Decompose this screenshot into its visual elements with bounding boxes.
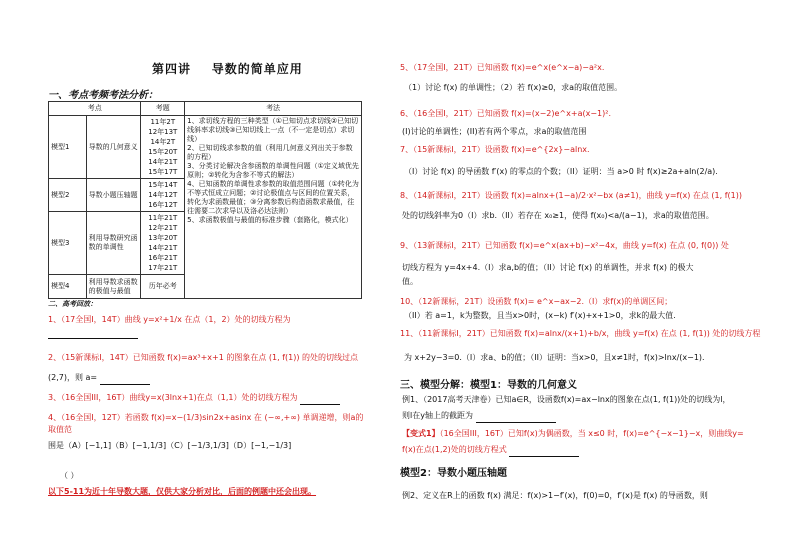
question-9-parts: 切线方程为 y=4x+4.（I）求a,b的值；（II）讨论 f(x) 的单调性，并求 f(x) 的极大 [402,263,694,272]
module-years: 历年必考 [141,275,185,299]
example-2: 例2、定义在R上的函数 f(x) 满足：f(x)>1−f′(x)，f(0)=0，f′(x)是 f(x) 的导函数，则 [402,491,708,500]
question-1: 1、（17全国I，14T）曲线 y=x²+1/x 在点（1，2）处的切线方程为 [48,314,370,339]
method-1: 1、求切线方程的三种类型（①已知切点求切线②已知切线斜率求切线③已知切线上一点（不一定是切点）求切线） [187,117,359,143]
method-2: 2、已知切线求参数的值（利用几何意义列出关于参数的方程） [187,144,353,161]
question-9: 9、（13新课标I，21T）已知函数 f(x)=e^x(ax+b)−x²−4x，曲线 y=f(x) 在点 (0, f(0)) 处 [400,241,729,250]
section-heading-3: 三、模型分解：模型1：导数的几何意义 [400,380,577,391]
module-point: 利用导数研究函数的单调性 [86,212,141,275]
section-heading-2: 二、高考回放： [48,300,97,308]
question-9-tail: 值。 [402,277,418,286]
method-4: 4、已知函数的单调性求参数的取值范围问题（①转化为不等式恒成立问题；②讨论极值点与区间的位置关系，转化为求函数最值；③分离参数后构造函数求最值，往往需要二次求导以及洛必达法则） [187,180,359,215]
method-5: 5、求函数极值与最值的标准步骤（套路化，模式化） [187,216,353,224]
question-10-parts: （II）若 a=1，k为整数，且当x>0时，(x−k) f′(x)+x+1>0，求k的最大值. [404,311,676,320]
question-4-answer: （ ） [60,471,79,480]
method-3: 3、分类讨论解决含参函数的单调性问题（①定义域优先原则；②转化为含参不等式的解法） [187,162,359,179]
question-3: 3、（16全国III，16T）曲线y=x(3lnx+1)在点（1,1）处的切线方程为 [48,392,370,405]
question-5: 5、（17全国I，21T）已知函数 f(x)=e^x(e^x−a)−a²x. [400,63,605,72]
section-heading-1: 一、考点考频考法分析： [48,90,158,101]
question-11-parts: 为 x+2y−3=0.（I）求a、b的值；（II）证明：当x>0，且x≠1时，f(x)>lnx/(x−1). [404,353,705,362]
model-2-heading: 模型2：导数小题压轴题 [400,468,507,479]
module-years: 15年14T 14年12T 16年12T [141,179,185,212]
module-point: 导数小题压轴题 [86,179,141,212]
question-8: 8、（14新课标I，21T）设函数 f(x)=alnx+(1−a)/2·x²−bx (a≠1)，曲线 y=f(x) 在点 (1, f(1)) [400,191,742,200]
question-5-parts: （1）讨论 f(x) 的单调性；（2）若 f(x)≥0，求a的取值范围。 [404,83,623,92]
table-row [49,116,362,179]
module-label: 模型4 [49,275,87,299]
module-label: 模型1 [49,116,87,179]
header-point: 考点 [49,102,141,116]
answer-blank[interactable] [48,326,138,339]
module-point: 利用导数求函数的极值与最值 [86,275,141,299]
note-text: 以下5-11为近十年导数大题，仅供大家分析对比，后面的例题中还会出现。 [48,487,317,496]
answer-blank[interactable] [509,444,579,457]
variant-1-cont: f(x)在点(1,2)处的切线方程式 [402,444,786,457]
answer-blank[interactable] [100,372,150,385]
module-point: 导数的几何意义 [86,116,141,179]
header-methods: 考法 [185,102,362,116]
question-2-cont: (2,7)，则 a= [48,372,370,385]
methods-cell [185,116,362,299]
question-7-parts: （I）讨论 f(x) 的导函数 f′(x) 的零点的个数；（II）证明：当 a>0 时 f(x)≥2a+aln(2/a). [404,167,718,176]
answer-blank[interactable] [300,392,340,405]
question-7: 7、（15新课标I，21T）设函数 f(x)=e^{2x}−alnx. [400,145,590,154]
question-6: 6、（16全国I，21T）已知函数 f(x)=(x−2)e^x+a(x−1)². [400,109,611,118]
question-11: 11、（11新课标I，21T）已知函数 f(x)=alnx/(x+1)+b/x，曲线 y=f(x) 在点 (1, f(1)) 处的切线方程 [400,329,761,338]
question-8-parts: 处的切线斜率为0（I）求b.（II）若存在 x₀≥1，使得 f(x₀)<a/(a−1)，求a的取值范围。 [402,211,714,220]
example-1: 例1、（2017高考天津卷）已知a∈R，设函数f(x)=ax−lnx的图象在点(1, f(1))处的切线为l， [402,395,731,404]
answer-blank[interactable] [476,410,556,423]
header-questions: 考题 [141,102,185,116]
question-6-parts: (I)讨论的单调性；(II)若有两个零点，求a的取值范围 [402,127,587,136]
question-4-options: 围是（A）[−1,1]（B）[−1,1/3]（C）[−1/3,1/3]（D）[−1,−1/3] [48,441,292,450]
question-10: 10、（12新课标，21T）设函数 f(x)= e^x−ax−2.（I）求f(x)的单调区间； [400,297,673,306]
module-label: 模型3 [49,212,87,275]
variant-1: 【变式1】（16全国III，16T）已知f(x)为偶函数，当 x≤0 时，f(x)=e^{−x−1}−x，则曲线y= [402,429,744,438]
table-header-row [49,102,362,116]
example-1-cont: 则l在y轴上的截距为 [402,410,786,423]
module-years: 11年2T 12年13T 14年2T 15年20T 14年21T 15年17T [141,116,185,179]
exam-analysis-table [48,101,362,299]
page-title: 第四讲 导数的简单应用 [152,62,303,76]
question-2: 2、（15新课标I，14T）已知函数 f(x)=ax³+x+1 的图象在点 (1, f(1)) 的处的切线过点 [48,353,359,362]
module-label: 模型2 [49,179,87,212]
module-years: 11年21T 12年21T 13年20T 14年21T 16年21T 17年21T [141,212,185,275]
question-4: 4、（16全国I，12T）若函数 f(x)=x−(1/3)sin2x+asinx 在 (−∞,+∞) 单调递增，则a的取值范 [48,413,364,434]
